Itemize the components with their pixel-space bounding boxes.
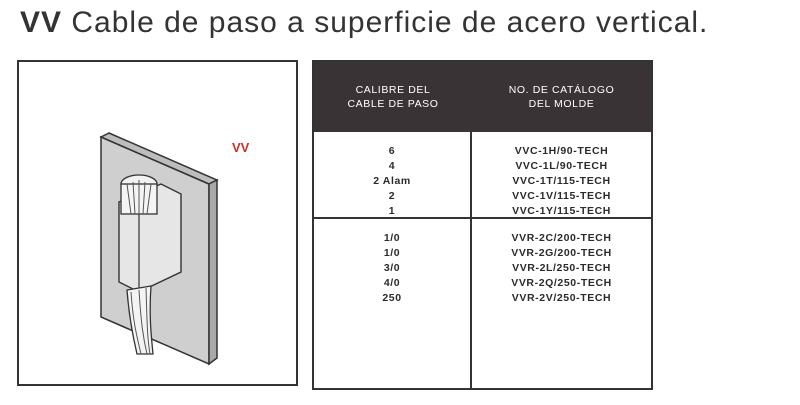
header-caliber [314, 83, 472, 111]
header-caliber-line2: CABLE DE PASO [347, 98, 439, 110]
table-cell: 1/0 [383, 232, 401, 244]
table-cell: VVR-2V/250-TECH [511, 292, 612, 304]
table-cell: 1/0 [383, 247, 401, 259]
catalog-column [472, 132, 651, 217]
catalog-table [312, 60, 653, 390]
catalog-column [472, 219, 651, 388]
header-catalog [472, 83, 651, 111]
header-catalog-line2: DEL MOLDE [528, 98, 595, 110]
table-cell: 4 [388, 160, 396, 172]
header-caliber-line1: CALIBRE DEL [355, 84, 431, 96]
table-cell: 4/0 [383, 277, 401, 289]
table-cell: 3/0 [383, 262, 401, 274]
table-cell: VVR-2G/200-TECH [511, 247, 612, 259]
size-column [314, 219, 472, 388]
table-cell: 2 Alam [373, 175, 411, 187]
header-catalog-line1: NO. DE CATÁLOGO [508, 84, 615, 96]
title-text: Cable de paso a superficie de acero vertical. [71, 6, 709, 39]
table-header [314, 62, 651, 132]
table-cell: VVR-2L/250-TECH [512, 262, 611, 274]
title-code: VV [20, 6, 63, 39]
table-cell: VVC-1T/115-TECH [512, 175, 611, 187]
figure-label: VV [232, 140, 250, 155]
table-cell: VVC-1V/115-TECH [512, 190, 611, 202]
table-group-2 [314, 219, 651, 388]
table-cell: VVR-2Q/250-TECH [511, 277, 612, 289]
table-cell: 250 [382, 292, 402, 304]
figure-panel [17, 60, 298, 386]
table-group-1 [314, 132, 651, 219]
table-cell: 1 [388, 205, 396, 217]
table-cell: VVC-1H/90-TECH [514, 145, 609, 157]
table-cell: VVC-1L/90-TECH [515, 160, 608, 172]
table-cell: 2 [388, 190, 396, 202]
table-cell: VVC-1Y/115-TECH [512, 205, 611, 217]
page-title [20, 6, 708, 40]
table-cell: VVR-2C/200-TECH [511, 232, 612, 244]
table-cell: 6 [388, 145, 396, 157]
size-column [314, 132, 472, 217]
cable-weld-illustration [89, 122, 249, 372]
